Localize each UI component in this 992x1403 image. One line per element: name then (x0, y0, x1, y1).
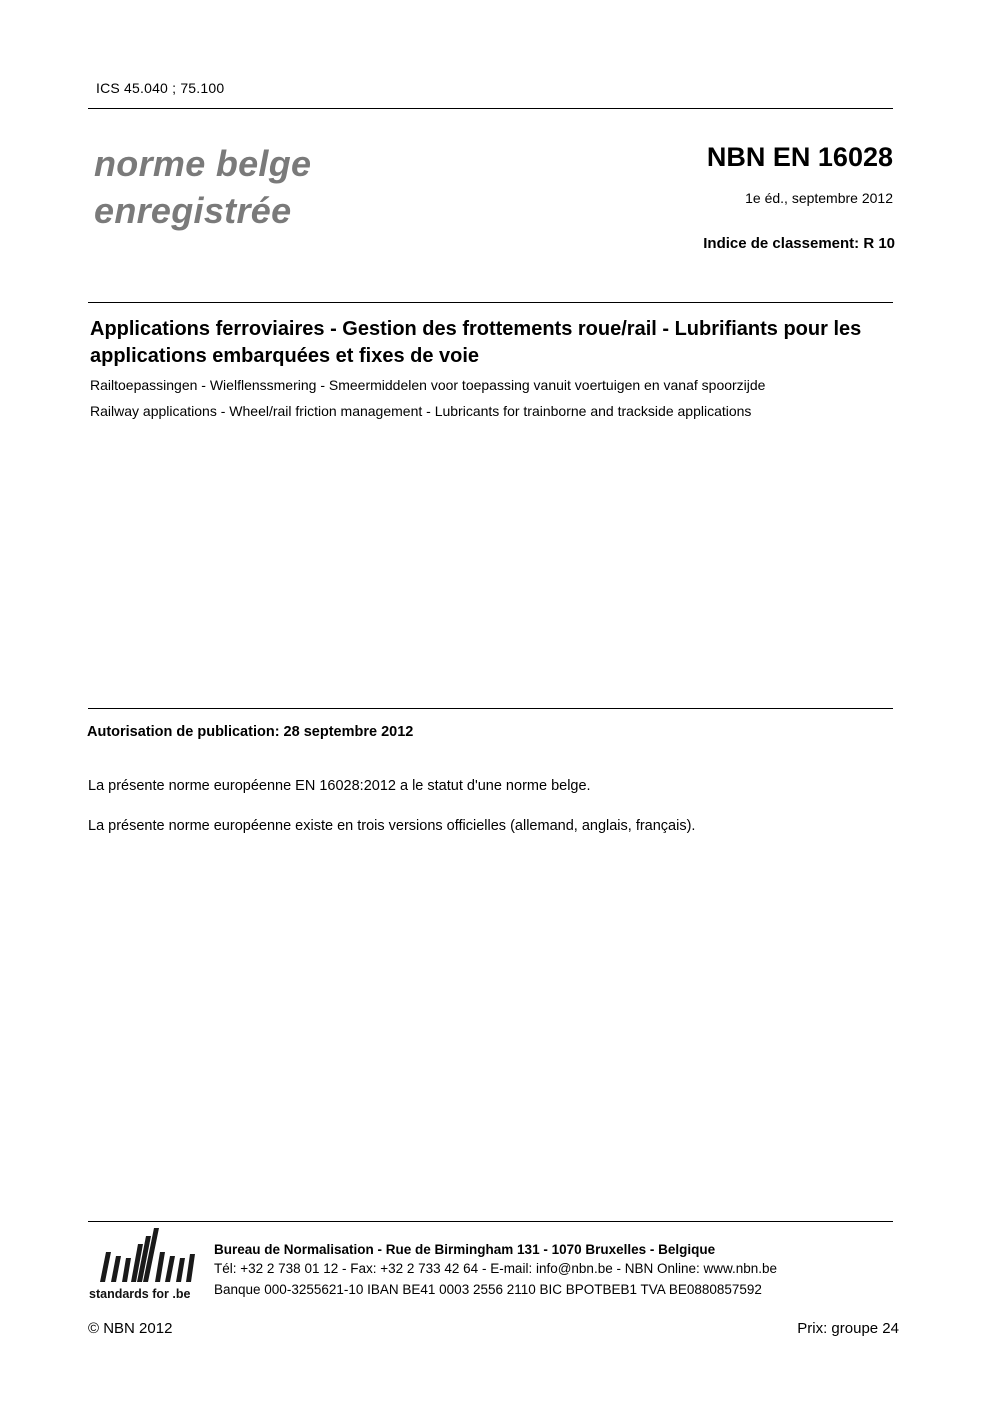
price-group: Prix: groupe 24 (797, 1320, 899, 1337)
publication-authorization: Autorisation de publication: 28 septembre 2012 (87, 724, 414, 740)
footer-bank-details: Banque 000-3255621-10 IBAN BE41 0003 2556 2110 BIC BPOTBEB1 TVA BE0880857592 (214, 1282, 762, 1297)
title-divider-bottom (88, 708, 893, 709)
edition-date: 1e éd., septembre 2012 (745, 190, 893, 206)
footer-contact: Tél: +32 2 738 01 12 - Fax: +32 2 733 42 64 - E-mail: info@nbn.be - NBN Online: www.nbn.be (214, 1261, 778, 1276)
footer-divider (88, 1221, 893, 1222)
title-divider-top (88, 302, 893, 303)
header-divider (88, 108, 893, 109)
copyright: © NBN 2012 (88, 1320, 173, 1337)
standard-id: NBN EN 16028 (706, 142, 893, 172)
footer-address: Bureau de Normalisation - Rue de Birmingham 131 - 1070 Bruxelles - Belgique (214, 1242, 716, 1257)
status-paragraph: La présente norme européenne EN 16028:2012 a le statut d'une norme belge. (88, 778, 591, 794)
brand-line-1: norme belge (94, 143, 312, 184)
ics-codes: ICS 45.040 ; 75.100 (96, 80, 225, 96)
logo-caption: standards for .be (89, 1287, 191, 1301)
brand-line-2: enregistrée (94, 190, 292, 231)
versions-paragraph: La présente norme européenne existe en trois versions officielles (allemand, anglais, français). (88, 818, 696, 834)
title-french: Applications ferroviaires - Gestion des frottements roue/rail - Lubrifiants pour les applications embarquées et fixes de voie (90, 318, 862, 367)
title-dutch: Railtoepassingen - Wielflenssmering - Smeermiddelen voor toepassing vanuit voertuigen en vanaf spoorzijde (90, 377, 766, 393)
title-english: Railway applications - Wheel/rail friction management - Lubricants for trainborne and trackside applications (90, 403, 752, 419)
classification-index: Indice de classement: R 10 (703, 235, 895, 252)
